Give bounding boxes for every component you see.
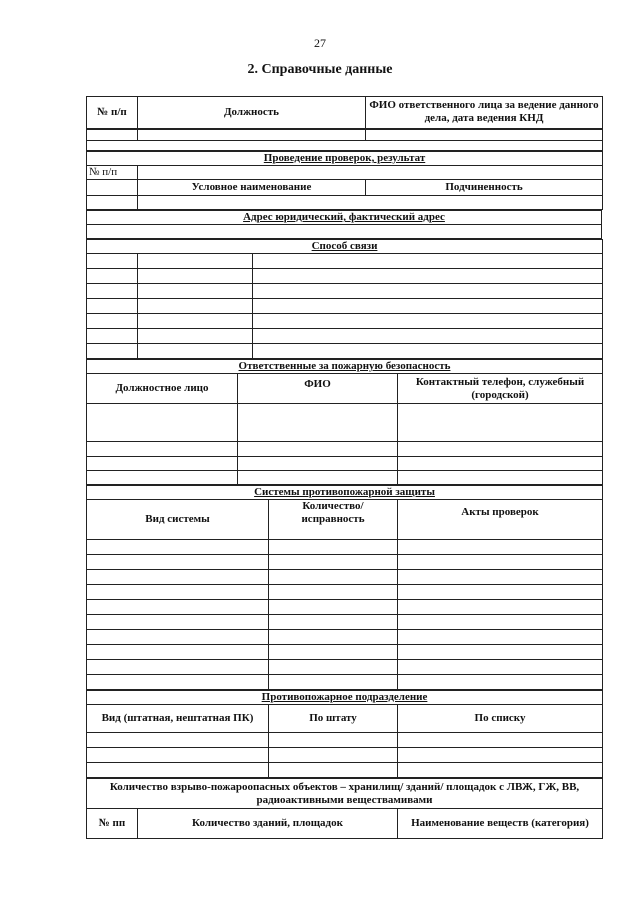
table-cell[interactable]	[398, 733, 603, 748]
col-acts-header: Акты проверок	[398, 500, 603, 540]
table-cell[interactable]	[87, 442, 238, 457]
table-cell[interactable]	[87, 645, 269, 660]
table-cell[interactable]	[398, 471, 603, 485]
table-cell[interactable]	[253, 284, 603, 299]
table-cell[interactable]	[269, 645, 398, 660]
fire-unit-title: Противопожарное подразделение	[87, 691, 603, 705]
table-cell[interactable]	[87, 660, 269, 675]
table-cell[interactable]	[269, 540, 398, 555]
table-cell[interactable]	[253, 254, 603, 269]
table-cell[interactable]	[87, 763, 269, 778]
hazard-title: Количество взрыво-пожароопасных объектов – хранилищ/ зданий/ площадок с ЛВЖ, ГЖ, ВВ, радиоактивными веществамивами	[87, 779, 603, 809]
col-position-header: Должность	[138, 97, 366, 129]
table-cell[interactable]	[398, 660, 603, 675]
table-cell[interactable]	[398, 600, 603, 615]
table-cell[interactable]	[398, 540, 603, 555]
table-cell[interactable]	[87, 733, 269, 748]
table-cell[interactable]	[398, 763, 603, 778]
address-table	[86, 210, 602, 239]
col-unit-type-header: Вид (штатная, нештатная ПК)	[87, 705, 269, 733]
table-cell[interactable]	[138, 129, 366, 141]
table-cell[interactable]	[87, 615, 269, 630]
table-cell[interactable]	[87, 570, 269, 585]
table-cell[interactable]	[269, 585, 398, 600]
table-cell[interactable]	[87, 141, 603, 151]
table-cell[interactable]	[398, 585, 603, 600]
table-cell[interactable]	[269, 748, 398, 763]
inspections-num-label: № п/п	[87, 166, 138, 180]
col-count-header: Количество зданий, площадок	[138, 809, 398, 839]
table-cell[interactable]	[238, 442, 398, 457]
col-fio-header: ФИО	[238, 374, 398, 404]
table-cell[interactable]	[253, 344, 603, 359]
inspections-title: Проведение проверок, результат	[87, 152, 603, 166]
table-cell[interactable]	[87, 540, 269, 555]
positions-table	[86, 96, 603, 151]
table-cell[interactable]	[87, 748, 269, 763]
table-cell[interactable]	[398, 630, 603, 645]
table-cell[interactable]	[398, 404, 603, 442]
table-cell[interactable]	[269, 570, 398, 585]
table-cell[interactable]	[87, 471, 238, 485]
col-staff-header: По штату	[269, 705, 398, 733]
col-num-header: № п/п	[87, 97, 138, 129]
fire-systems-table	[86, 485, 603, 690]
table-cell[interactable]	[87, 404, 238, 442]
table-cell[interactable]	[269, 675, 398, 690]
section-title: 2. Справочные данные	[247, 62, 393, 77]
table-cell[interactable]	[253, 299, 603, 314]
fire-unit-table	[86, 690, 603, 778]
address-title: Адрес юридический, фактический адрес	[87, 211, 602, 225]
table-cell[interactable]	[398, 442, 603, 457]
table-cell[interactable]	[253, 314, 603, 329]
table-cell[interactable]	[87, 196, 138, 210]
col-subordination-header: Подчиненность	[366, 180, 603, 196]
table-cell[interactable]	[269, 615, 398, 630]
col-phone-header: Контактный телефон, служебный (городской)	[398, 374, 603, 404]
table-cell[interactable]	[138, 329, 253, 344]
table-cell[interactable]	[138, 196, 603, 210]
table-cell[interactable]	[87, 269, 138, 284]
table-cell[interactable]	[398, 748, 603, 763]
col-pp-header: № пп	[87, 809, 138, 839]
table-cell[interactable]	[269, 555, 398, 570]
table-cell[interactable]	[87, 457, 238, 471]
contact-title: Способ связи	[87, 240, 603, 254]
inspections-table	[86, 151, 603, 210]
table-cell[interactable]	[138, 344, 253, 359]
page-number: 27	[314, 36, 326, 50]
table-cell[interactable]	[398, 615, 603, 630]
table-cell[interactable]	[87, 299, 138, 314]
table-cell[interactable]	[398, 645, 603, 660]
table-cell[interactable]	[87, 555, 269, 570]
table-cell[interactable]	[238, 471, 398, 485]
contact-table	[86, 239, 603, 359]
reference-data-form	[86, 96, 602, 839]
table-cell[interactable]	[87, 180, 138, 196]
table-cell[interactable]	[138, 166, 603, 180]
table-cell[interactable]	[238, 404, 398, 442]
table-cell[interactable]	[269, 660, 398, 675]
table-cell[interactable]	[87, 129, 138, 141]
col-responsible-header: ФИО ответственного лица за ведение данного дела, дата ведения КНД	[366, 97, 603, 129]
table-cell[interactable]	[398, 555, 603, 570]
table-cell[interactable]	[238, 457, 398, 471]
table-cell[interactable]	[87, 600, 269, 615]
fire-responsible-table	[86, 359, 603, 485]
col-position-header: Должностное лицо	[87, 374, 238, 404]
table-cell[interactable]	[253, 329, 603, 344]
address-cell[interactable]	[87, 225, 602, 239]
table-cell[interactable]	[138, 284, 253, 299]
table-cell[interactable]	[138, 299, 253, 314]
table-cell[interactable]	[87, 314, 138, 329]
table-cell[interactable]	[87, 630, 269, 645]
table-cell[interactable]	[138, 254, 253, 269]
table-cell[interactable]	[253, 269, 603, 284]
table-cell[interactable]	[87, 344, 138, 359]
table-cell[interactable]	[87, 254, 138, 269]
table-cell[interactable]	[269, 763, 398, 778]
col-list-header: По списку	[398, 705, 603, 733]
col-name-header: Условное наименование	[138, 180, 366, 196]
table-cell[interactable]	[398, 675, 603, 690]
col-qty-header: Количество/ исправность	[269, 500, 398, 540]
table-cell[interactable]	[138, 314, 253, 329]
table-cell[interactable]	[138, 269, 253, 284]
table-cell[interactable]	[87, 585, 269, 600]
col-substance-header: Наименование веществ (категория)	[398, 809, 603, 839]
table-cell[interactable]	[269, 600, 398, 615]
col-type-header: Вид системы	[87, 500, 269, 540]
table-cell[interactable]	[87, 675, 269, 690]
fire-responsible-title: Ответственные за пожарную безопасность	[87, 360, 603, 374]
table-cell[interactable]	[398, 457, 603, 471]
table-cell[interactable]	[87, 329, 138, 344]
table-cell[interactable]	[269, 630, 398, 645]
hazard-table	[86, 778, 603, 839]
table-cell[interactable]	[398, 570, 603, 585]
table-cell[interactable]	[87, 284, 138, 299]
fire-systems-title: Системы противопожарной защиты	[87, 486, 603, 500]
table-cell[interactable]	[366, 129, 603, 141]
table-cell[interactable]	[269, 733, 398, 748]
